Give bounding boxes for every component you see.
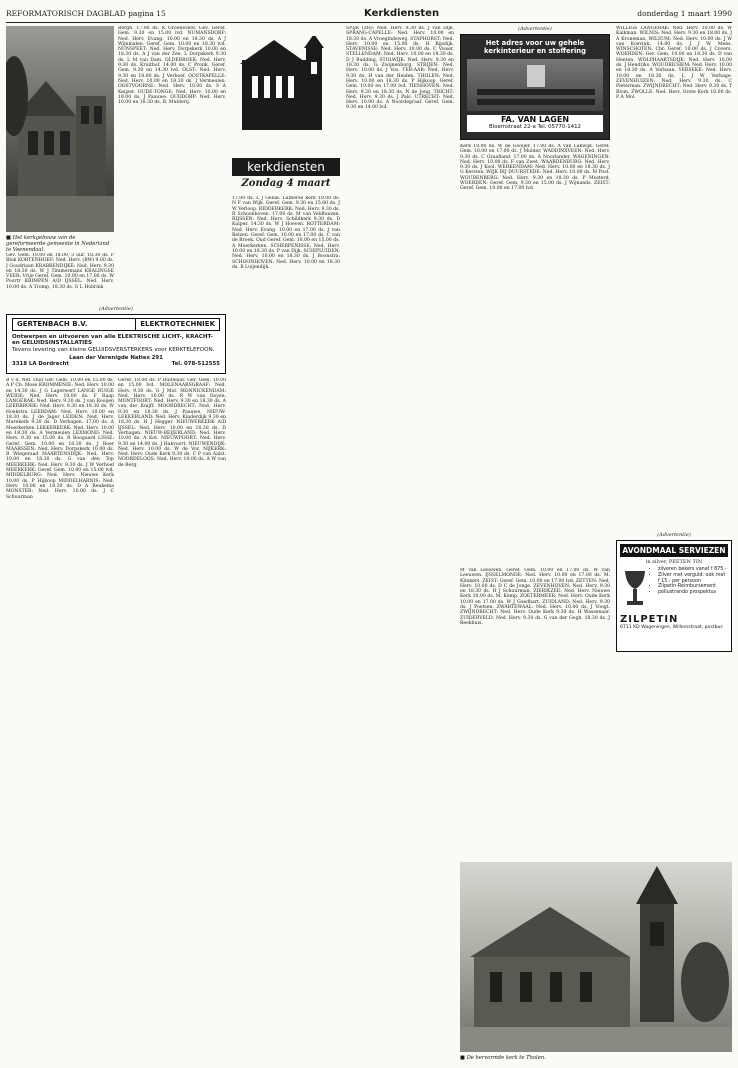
church-photo-tholen: [460, 862, 732, 1052]
masthead: [6, 4, 732, 23]
photo-bullet-icon: ■: [460, 1055, 467, 1061]
church-interior-icon: [467, 59, 605, 111]
listing-text: Geref. 18.00 ds. P Buitelaar. Ger. Gem. 10.00 en 15.00 lvd. MOLENAARSGRAAF: Ned. Herv. 9.30 ds. G J Mol. MONNICKENDAM: Ned. Herv. 10.00 ds. R W van Ooyen. MONTFOORT: Ned. Herv. 9.30 en 18.30 ds. A van der Knijff. MOORDRECHT: Ned. Herv. 9.30 en 18.30 ds. J Paauwe. NIEUW-LEKKERLAND: Ned. Herv. Kinderdijk 9.30 en 18.30 ds. H J Hegger. NIEUWERKERK A/D IJSSEL: Ned. Herv. 10.00 en 18.30 ds. D Verhagen. NIEUW-BEIJERLAND: Ned. Herv. 10.00 ds. A Kot. NIEUWPOORT: Ned. Herv. 9.30 en 14.00 ds. J Hakvoort. NIEUWENDIJK: Ned. Herv. 10.00 ds. W de Vor. NIJKERK: Ned. Herv. Oude Kerk 9.30 ds. C P van Aalst. NOORDELOOS: Ned. Herv. 10.00 ds. A W van de Berg.: [118, 378, 226, 468]
publication-date: donderdag 1 maart 1990: [637, 8, 732, 18]
column-2-top-listings: [118, 26, 226, 304]
ad-vanlagen: [460, 34, 610, 140]
gertenbach-line1: Ontwerpen en uitvoeren van alle ELEKTRISCHE LICHT-, KRACHT- en GELUIDSINSTALLATIES: [12, 334, 213, 347]
vanlagen-address: Bloemstraat 22-a Tel. 05770-1412: [467, 124, 603, 132]
zilpetin-item: • zilveren bekers vanaf f 875,-: [658, 567, 728, 573]
section-title: Kerkdiensten: [364, 7, 440, 19]
left-photo-caption: [6, 235, 114, 253]
gertenbach-contact-row: [12, 361, 220, 367]
zilpetin-items: [620, 567, 728, 611]
column-5-bottom-listings: [460, 568, 610, 858]
listing-text: M van Leeuwen. Geref. Gem. 10.00 en 17.00 ds. W van Leeuwen. IJSSELMONDE: Ned. Herv. 10.00 en 17.00 ds. M. Klinkers. ZEIST: Geref. Gem. 10.00 en 17.00 lvd. ZETTEN: Ned. Herv. 10.00 ds. D C de Jonge. ZEVENHOVEN: Ned. Herv. 9.30 en 18.30 ds. H J Schuurman. ZIERIKZEE: Ned. Herv. Nieuwe Kerk 10.00 ds. M. Kemp. ZOETERMEER: Ned. Herv. Oude Kerk 10.00 en 17.00 ds. W J Goedhart. ZUIDLAND: Ned. Herv. 9.30 ds. J Poetsen. ZWARTEWAAL: Ned. Herv. 10.00 ds. J Voogt. ZWIJNDRECHT: Ned. Herv. Oude Kerk 9.30 ds. H Wassenaar. ZUIDERVELD: Ned. Herv. 9.30 ds. G van der Gogh. 18.30 ds. J Beekhuis.: [460, 568, 610, 626]
gertenbach-line2: Tevens levering van kleine GELUIDSVERSTERKERS voor KERKTELEFOON.: [12, 346, 215, 353]
listing-text: SPIJK (ZH): Ned. Herv. 9.30 ds. J van Dijk. SPRANG-CAPELLE: Ned. Herv. 10.00 en 18.30 ds. A Vroegindeweij. STAPHORST: Ned. Herv. 10.00 en 15.00 ds. H Rijsdijk. STAVENISSE: Ned. Herv. 10.00 ds. C Visser. STELLENDAM: Ned. Herv. 10.00 en 18.30 ds. D J Budding. STOLWIJK: Ned. Herv. 9.30 en 18.30 ds. G Zwijnenburg. STRIJEN: Ned. Herv. 10.00 ds. J Vos. TER-AAR: Ned. Herv. 9.30 ds. H van der Heiden. THOLEN: Ned. Herv. 10.00 en 18.30 ds. P Hijkoop. Geref. Gem. 10.00 en 17.00 lvd. TIENHOVEN: Ned. Herv. 9.30 en 18.30 ds. N de Jong. TRICHT: Ned. Herv. 9.30 ds. J Pals. UTRECHT: Ned. Herv. 10.00 ds. A Noordegraaf. Geref. Gem. 9.30 en 14.00 lvd.: [346, 26, 454, 111]
chalice-icon: [620, 567, 650, 611]
zilpetin-address: 6711 KD Wageningen, Willemstraat, postbus: [620, 625, 723, 630]
kerkdiensten-logo: [232, 36, 340, 156]
zilpetin-name: ZILPETIN: [620, 614, 679, 625]
zilpetin-item: • pollustrando prospektus: [658, 590, 728, 596]
gertenbach-tagline: ELEKTROTECHNIEK: [135, 319, 219, 330]
church-silhouette-icon: [232, 36, 340, 156]
gertenbach-name-bar: [12, 318, 220, 331]
tholen-church-icon: [460, 862, 732, 1052]
listing-text: Kerk 10.00 ds. W de Gooijer. 17.00 ds. A van Lakwijk. Geref. Gem. 10.00 en 17.00 ds. J Mulder. WADDINXVEEN: Ned. Herv. 9.30 ds. C Graafland. 17.00 ds. A Noorlander. WAGENINGEN: Ned. Herv. 10.00 ds. F van Zwet. WAARDENBURG: Ned. Herv. 9.30 ds. J Kool. WERKENDAM: Ned. Herv. 10.00 en 18.30 ds. J G Kersten. WIJK BIJ DUURSTEDE: Ned. Herv. 10.00 ds. M Post. WOUDENBERG: Ned. Herv. 9.30 en 18.30 ds. P Mosterd. WOERDEN: Geref. Gem. 9.30 en 15.00 ds. J Wijnands. ZEIST: Geref. Gem. 10.00 en 17.00 lvd.: [460, 144, 610, 192]
newspaper-page-label: REFORMATORISCH DAGBLAD pagina 15: [6, 8, 166, 18]
gertenbach-name: GERTENBACH B.V.: [17, 320, 88, 328]
listing-text: Bergh, 17.00 ds. K Groeneveld. Gev. Geref. Gem. 9.30 en 15.00 lvd. NUMANSDORP: Ned. Herv. Evang. 10.00 en 18.30 ds. A J Wijnmalen. Geref. Gem. 10.00 en 18.30 lvd. NUNSPEET: Ned. Herv. Dorpskerk 10.00 en 18.30 ds. A J van der Zee. L Dorpskerk 9.30 ds. L M van Dam. OLDEBROEK: Ned. Herv. 9.30 ds. Kruithof. 14.00 ds. C Pronk. Geref. Gem. 9.30 en 14.30 lvd. OLST: Ned. Herv. 9.30 en 18.00 ds. J Verhoef. OOSTKAPELLE: Ned. Herv. 10.00 en 18.30 ds. J Vermeulen. OOSTVOORNE: Ned. Herv. 10.00 ds. S A Keijzer. OUDE-TONGE: Ned. Herv. 10.00 en 18.00 ds. J Paauwe. OUDDORP: Ned. Herv. 10.00 en 18.30 ds. B. Mulderij.: [118, 26, 226, 106]
ad-label-vanlagen: (Advertentie): [518, 26, 552, 32]
vanlagen-name: FA. VAN LAGEN: [467, 115, 603, 124]
right-photo-caption-text: De hervormde kerk te Tholen.: [466, 1055, 546, 1061]
left-photo-caption-text: Het kerkgebouw van de gereformeerde gemeente in Nederland te Veenendaal.: [6, 235, 110, 253]
zilpetin-sub: in zilver, PEETEN TIN: [645, 559, 703, 565]
listing-text: 17.00 ds. L J Geluk. Lutherse kerk 10.00 ds. N F van Wijk. Geref. Gem. 9.30 en 15.00 ds. J W Verloop. RIDDERKERK: Ned. Herv. 9.30 ds. R Schoonhoven. 17.00 ds. M van Veldhuizen. RIJSSEN: Ned. Herv. Schildkerk 9.30 ds. D Kuiper. 14.30 ds. W J Hoeven. ROTTERDAM: Ned. Herv. Evang. 10.00 en 17.00 ds. J van Belzen. Geref. Gem. 10.00 en 17.00 ds. C van de Broek. Oud Geref. Gem. 10.00 en 15.00 ds. A Moerkerken. SCHERPENISSE: Ned. Herv. 10.00 en 18.30 ds. P van Dijk. SCHIPLUIDEN: Ned. Herv. 10.00 en 18.30 ds. J Boonstra. SCHOONHOVEN: Ned. Herv. 10.00 en 18.30 ds. B Luijendijk.: [232, 196, 340, 270]
zilpetin-item: • Zilver met verguld: ook met f 15,- per persoon: [658, 573, 728, 585]
vanlagen-headline: Het adres voor uw gehele kerkinterieur en stoffering: [484, 39, 586, 55]
column-1-top-listings: [6, 253, 114, 303]
zilpetin-item: • Zilpetin-Reimbursement: [658, 584, 728, 590]
column-5-listings: [460, 144, 610, 564]
gertenbach-phone: Tel. 078-512555: [171, 361, 220, 368]
column-3-listings: [232, 196, 340, 1062]
listing-text: Gev. Gem. 10.00 en 18.00, 3 uur. 18.30 ds. P Blok KORTENHOEF: Ned. Herv. (BW) 9.00 ds. J Goudriaan KRABBENDIJKE: Ned. Herv. 9.30 en 18.30 ds. W J Timmermans KRALINGSE VEER: Vrije Geref. Gem. 10.00 en 17.00 ds. W Poortr KRIMPEN A/D IJSSEL: Ned. Herv. 10.00 ds. A Tromp, 18.30 ds. G L Hobrink: [6, 253, 114, 290]
ad-label-zilpetin: (Advertentie): [657, 532, 691, 538]
ad-zilpetin: [616, 540, 732, 652]
column-1-bottom-listings: [6, 378, 114, 1062]
kerkdiensten-date: Zondag 4 maart: [241, 178, 331, 189]
column-4-listings: [346, 26, 454, 1062]
listing-text: WILLIGE LANGERAK: Ned. Herv. 10.00 ds. W Kalkman. WILNIS: Ned. Herv. 9.30 en 18.00 ds. J A Kroneman. WILSUM: Ned. Herv. 10.00 ds. J W van Koevink. 14.00 ds. J J W. Mens. WINSCHOTEN: Chr. Geref. 10.00 ds. J Covers. WOERDEN: Ger. Gem. 10.00 en 18.30 ds. D van Henten. WOLPHAARTSDIJK: Ned. Herv. 10.00 ds. J Hendriks. WOUDRICHEM: Ned. Herv. 10.00 en 18.30 ds. A Verbaan. YERSEKE: Ned. Herv. 10.00 en 18.30 ds. L J W Verhage. ZEVENHUIZEN: Ned. Herv. 9.30 ds. C Pieterman. ZWIJNDRECHT: Ned. Herv. 9.30 ds. T Blom. ZWOLLE: Ned. Herv. Grote Kerk 10.00 ds. P A Mol.: [616, 26, 732, 100]
zilpetin-item-list: [650, 567, 728, 611]
right-photo-caption: [460, 1055, 732, 1061]
ad-gertenbach: [6, 314, 226, 374]
photo-bullet-icon: ■: [6, 235, 13, 241]
gertenbach-address: Laan der Verenigde Naties 291: [69, 355, 163, 362]
listing-text: B v d. Net. Oud Ger. Gem. 10.00 en 15.00 ds. A P Ch. Mose KROMMENIE: Ned. Herv. 10.00 en 14.30 ds. J G Lagerwerf LANGE RUIGE WEIDE: Ned. Herv. 10.00 ds. F Raap LANGERAK: Ned. Herv. 9.30 ds. J van Rooijen LEERBROEK: Ned. Herv. 9.30 en 18.30 ds. W Hoekstra LEERDAM: Ned. Herv. 10.00 en 18.30 ds. J de Jager LEIDEN: Ned. Herv. Marekerk 9.30 ds. D Verhagen. 17.00 ds. A Moerkerken LEKKERKERK: Ned. Herv. 10.00 en 18.30 ds. A Vermeulen LEXMOND: Ned. Herv. 9.30 en 15.00 ds. R Boogaard LISSE: Geref. Gem. 10.00 en 18.30 ds. J Boer MAARSSEN: Ned. Herv. Dorpskerk 10.00 ds. B Wiegeraad MAARTENSDIJK: Ned. Herv. 10.00 en 18.30 ds. G van den Top MEERKERK: Ned. Herv. 9.30 ds. J W Verhoef MEERKERK: Geref. Gem. 10.00 en 15.00 lvd. MIDDELBURG: Ned. Herv. Nieuwe Kerk 10.00 ds. P Hijkoop MIDDELHARNIS: Ned. Herv. 10.00 en 18.30 ds. D A Reukema MONSTER: Ned. Herv. 10.00 ds. J C Schuurman: [6, 378, 114, 500]
ad-label-gertenbach: (Advertentie): [99, 306, 133, 312]
church-photo-veenendaal: [6, 26, 114, 232]
column-2-bottom-listings: [118, 378, 226, 1062]
column-6-top-listings: [616, 26, 732, 528]
kerkdiensten-title: kerkdiensten: [232, 158, 340, 176]
vanlagen-interior-photo: [467, 59, 603, 111]
church-building-icon: [6, 26, 114, 232]
gertenbach-city: 3318 LA Dordrecht: [12, 361, 69, 368]
zilpetin-headline: AVONDMAAL SERVIEZEN: [620, 544, 728, 557]
